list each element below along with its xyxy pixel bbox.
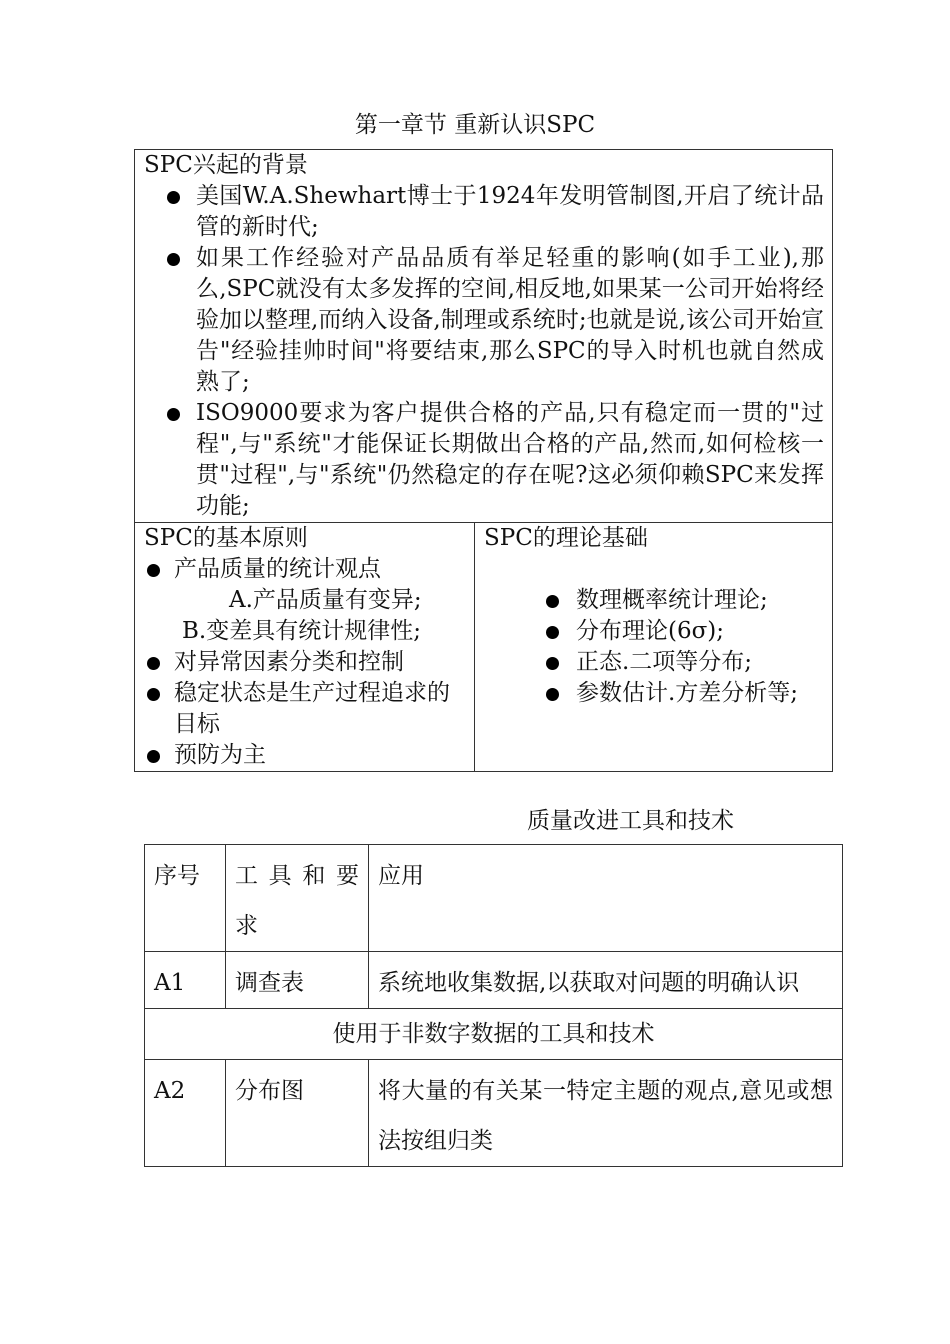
header-cell: 应用 xyxy=(369,845,843,952)
background-bullet: ISO9000要求为客户提供合格的产品,只有稳定而一贯的"过程",与"系统"才能保证长期做出合格的产品,然而,如何检核一贯"过程",与"系统"仍然稳定的存在呢?这必须仰赖SPC来发挥功能; xyxy=(144,398,824,522)
background-list xyxy=(144,181,824,522)
table-cell: 系统地收集数据,以获取对问题的明确认识 xyxy=(369,952,843,1009)
section-label: 使用于非数字数据的工具和技术 xyxy=(145,1009,843,1060)
tools-table xyxy=(144,844,843,1167)
theory-item: 参数估计.方差分析等; xyxy=(484,678,824,709)
background-cell xyxy=(135,150,833,523)
background-row xyxy=(135,150,833,523)
principles-heading: SPC的基本原则 xyxy=(144,525,308,551)
page-title: 第一章节 重新认识SPC xyxy=(354,112,596,138)
principle-sub-a: A.产品质量有变异; xyxy=(229,587,422,613)
section-row xyxy=(145,1009,843,1060)
principles-cell xyxy=(135,523,475,772)
principle-item: 预防为主 xyxy=(144,740,466,771)
table-cell: 调查表 xyxy=(226,952,369,1009)
principles-list xyxy=(144,554,466,585)
header-cell: 工 具 和 要求 xyxy=(226,845,369,952)
principles-theory-row xyxy=(135,523,833,772)
theory-item: 正态.二项等分布; xyxy=(484,647,824,678)
table-row xyxy=(145,952,843,1009)
theory-list xyxy=(484,585,824,709)
background-bullet: 如果工作经验对产品品质有举足轻重的影响(如手工业),那么,SPC就没有太多发挥的空间,相反地,如果某一公司开始将经验加以整理,而纳入设备,制理或系统时;也就是说,该公司开始宣告"经验挂帅时间"将要结束,那么SPC的导入时机也就自然成熟了; xyxy=(144,243,824,398)
background-heading: SPC兴起的背景 xyxy=(144,152,308,178)
table-cell: A1 xyxy=(145,952,226,1009)
principles-list-2 xyxy=(144,647,466,771)
tools-title: 质量改进工具和技术 xyxy=(527,808,734,834)
table-cell: 分布图 xyxy=(226,1060,369,1167)
table-header-row xyxy=(145,845,843,952)
theory-item: 分布理论(6σ); xyxy=(484,616,824,647)
theory-cell xyxy=(475,523,833,772)
theory-item: 数理概率统计理论; xyxy=(484,585,824,616)
table-cell: A2 xyxy=(145,1060,226,1167)
background-bullet: 美国W.A.Shewhart博士于1924年发明管制图,开启了统计品管的新时代; xyxy=(144,181,824,243)
table-row xyxy=(145,1060,843,1167)
theory-heading: SPC的理论基础 xyxy=(484,525,648,551)
table-cell: 将大量的有关某一特定主题的观点,意见或想法按组归类 xyxy=(369,1060,843,1167)
principle-item: 稳定状态是生产过程追求的目标 xyxy=(144,678,466,740)
spc-overview-table xyxy=(134,149,833,772)
principle-item: 对异常因素分类和控制 xyxy=(144,647,466,678)
header-cell: 序号 xyxy=(145,845,226,952)
principle-item: 产品质量的统计观点 xyxy=(144,554,466,585)
principle-sub-b: B.变差具有统计规律性; xyxy=(182,618,421,644)
